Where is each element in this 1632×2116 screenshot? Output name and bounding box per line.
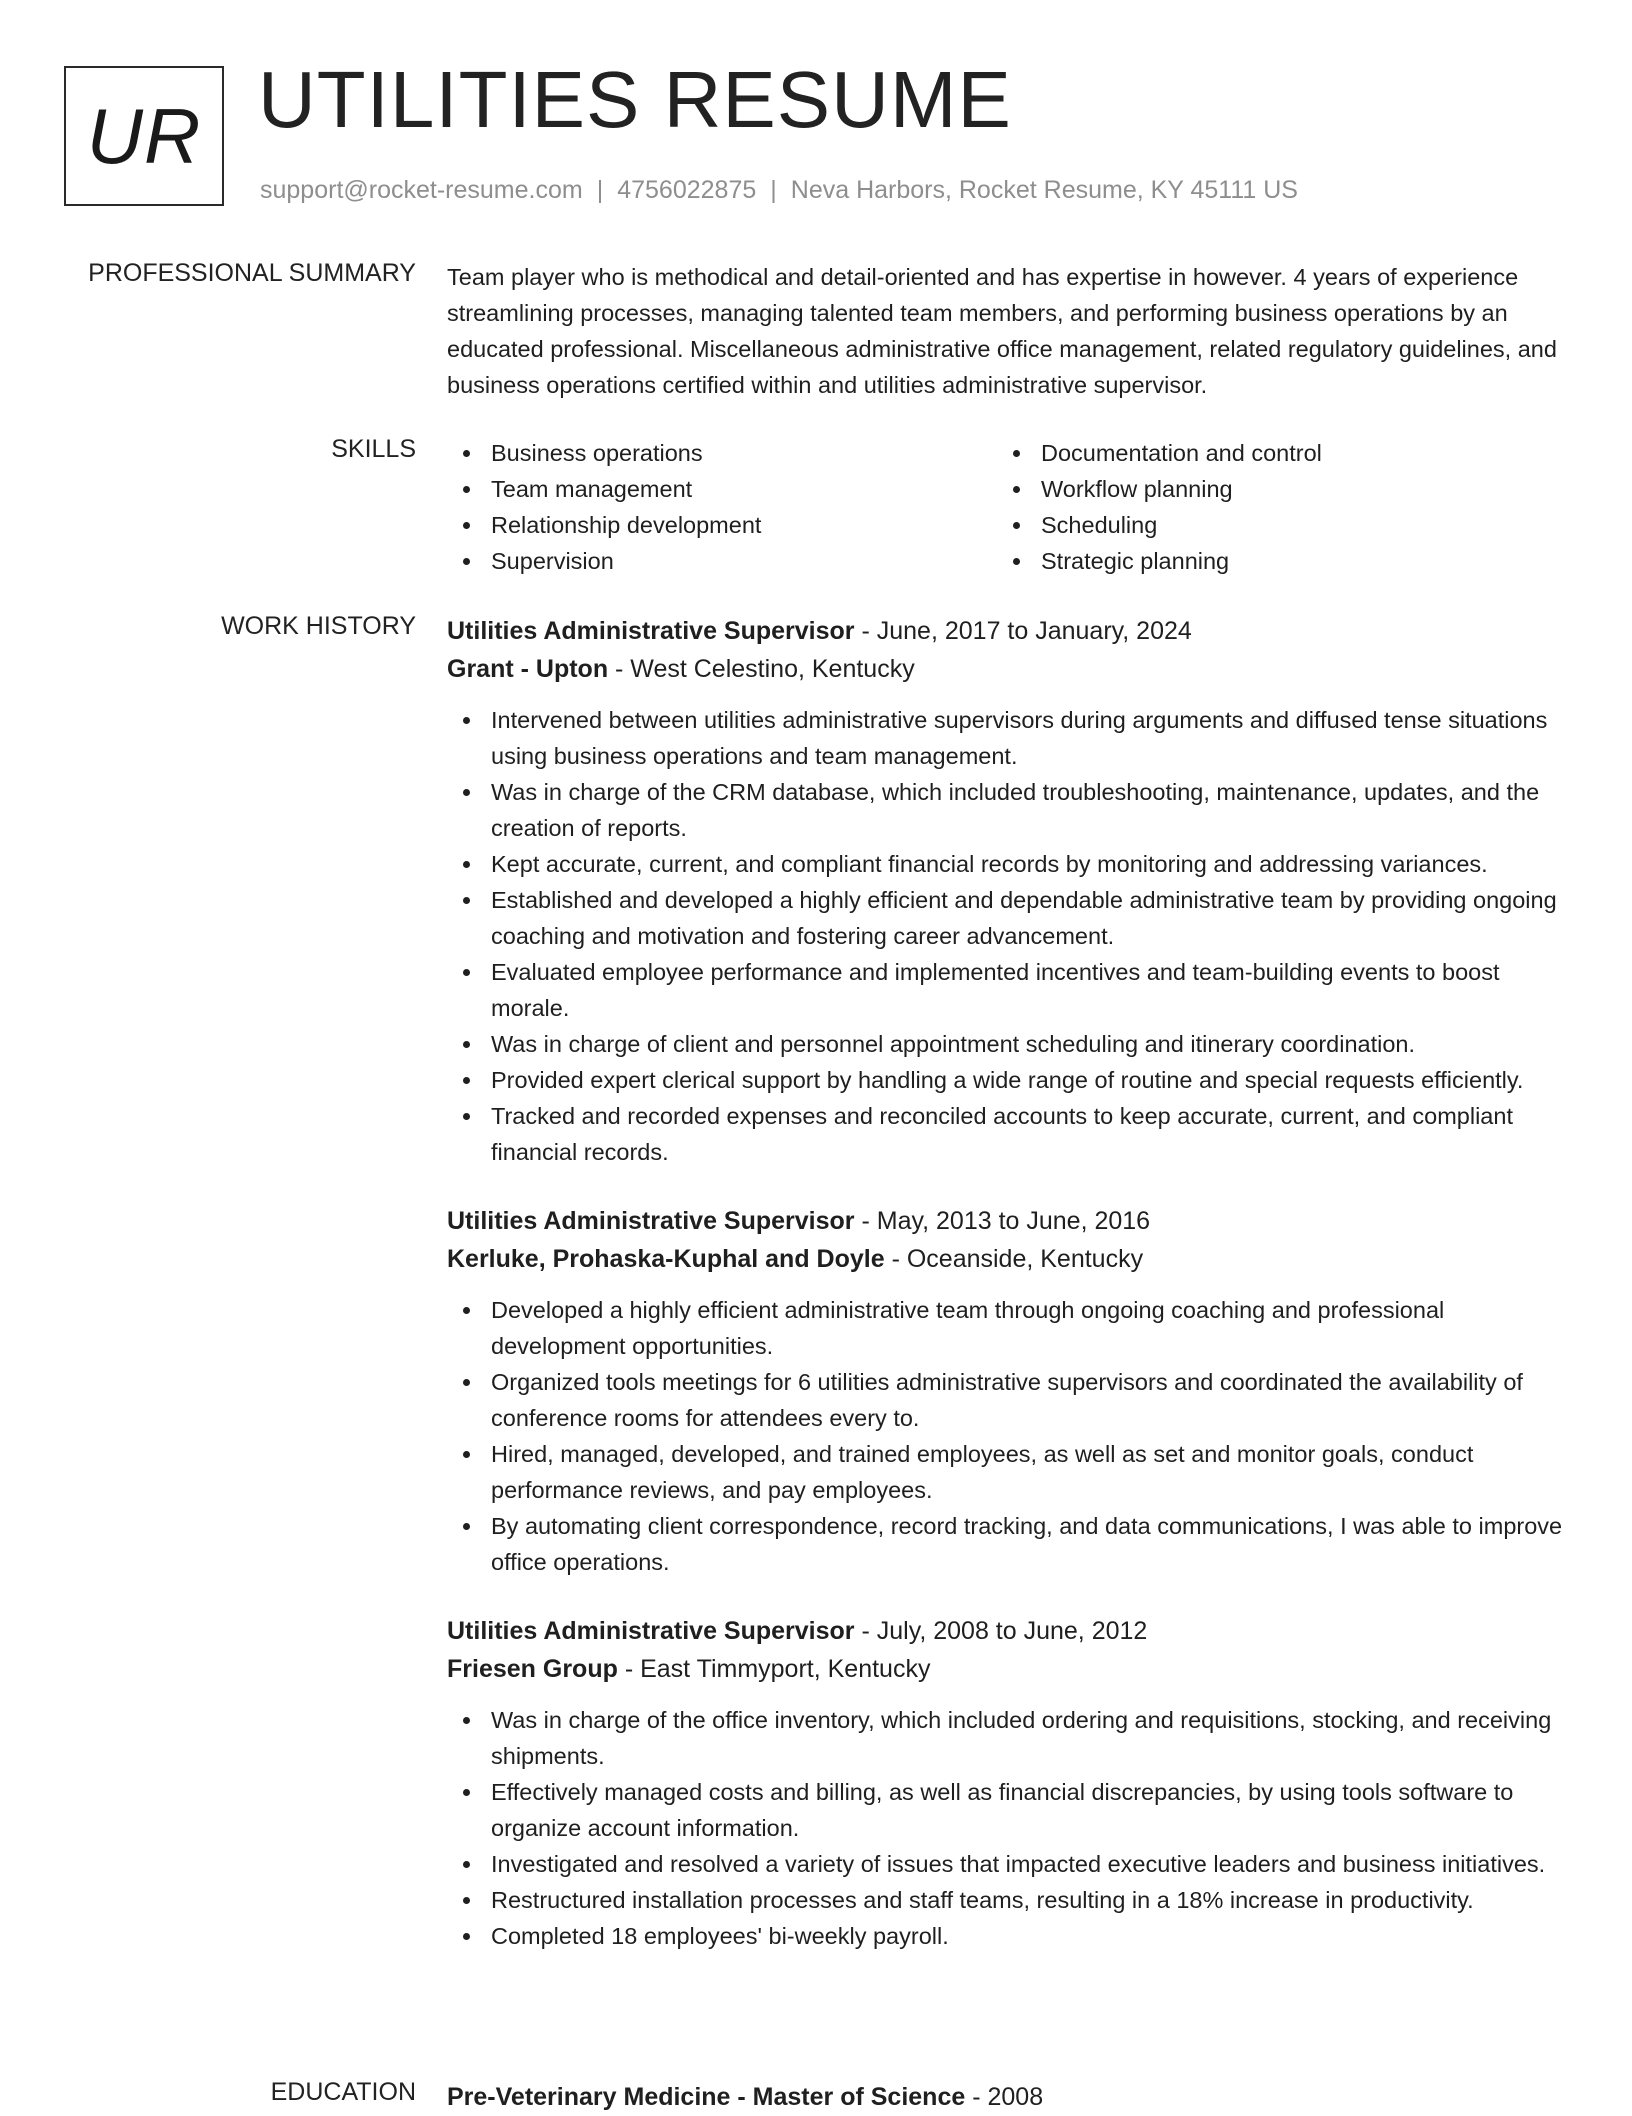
job-title: Utilities Administrative Supervisor	[447, 617, 855, 645]
job-company: Kerluke, Prohaska-Kuphal and Doyle	[447, 1245, 885, 1273]
section-label-summary: PROFESSIONAL SUMMARY	[88, 259, 416, 287]
summary-text: Team player who is methodical and detail-oriented and has expertise in however. 4 years of experience streamlining processes, managing talented team members, and performing business operations by an educated professional. Miscellaneous administrative office management, related regulatory guidelines, and business operations certified within and utilities administrative supervisor.	[447, 264, 1557, 398]
job-bullet: Was in charge of the CRM database, which included troubleshooting, maintenance, updates, and the creation of reports.	[447, 774, 1572, 846]
job-bullet: Completed 18 employees' bi-weekly payroll.	[447, 1918, 1572, 1954]
job-bullet: Was in charge of the office inventory, which included ordering and requisitions, stocking, and receiving shipments.	[447, 1702, 1572, 1774]
job-bullet: Hired, managed, developed, and trained employees, as well as set and monitor goals, conduct performance reviews, and pay employees.	[447, 1436, 1572, 1508]
skill-item: Supervision	[447, 543, 997, 579]
education-year: - 2008	[965, 2083, 1044, 2111]
job-bullet: By automating client correspondence, record tracking, and data communications, I was able to improve office operations.	[447, 1508, 1572, 1580]
skills-list-right	[997, 435, 1547, 579]
job-entry	[447, 1612, 1572, 1954]
job-location: - West Celestino, Kentucky	[608, 655, 915, 683]
job-company-line	[447, 1650, 1572, 1688]
work-history-body	[447, 612, 1572, 1986]
job-bullets	[447, 1702, 1572, 1954]
job-bullet: Investigated and resolved a variety of issues that impacted executive leaders and business initiatives.	[447, 1846, 1572, 1882]
job-bullet: Kept accurate, current, and compliant financial records by monitoring and addressing variances.	[447, 846, 1572, 882]
contact-separator: |	[770, 176, 777, 204]
summary-body	[447, 259, 1572, 403]
contact-address: Neva Harbors, Rocket Resume, KY 45111 US	[790, 176, 1298, 204]
job-bullet: Restructured installation processes and staff teams, resulting in a 18% increase in productivity.	[447, 1882, 1572, 1918]
skill-item: Strategic planning	[997, 543, 1547, 579]
job-company-line	[447, 650, 1572, 688]
job-title-line	[447, 1612, 1572, 1650]
job-dates: - June, 2017 to January, 2024	[854, 617, 1192, 645]
resume-name: UTILITIES RESUME	[258, 55, 1012, 144]
job-location: - Oceanside, Kentucky	[884, 1245, 1144, 1273]
job-location: - East Timmyport, Kentucky	[617, 1655, 931, 1683]
monogram-logo: UR	[64, 66, 224, 206]
job-entry	[447, 612, 1572, 1170]
skill-item: Business operations	[447, 435, 997, 471]
section-label-work-history: WORK HISTORY	[221, 612, 416, 640]
job-bullet: Tracked and recorded expenses and reconciled accounts to keep accurate, current, and compliant financial records.	[447, 1098, 1572, 1170]
job-bullet: Intervened between utilities administrative supervisors during arguments and diffused tense situations using business operations and team management.	[447, 702, 1572, 774]
job-company: Friesen Group	[447, 1655, 618, 1683]
job-company: Grant - Upton	[447, 655, 609, 683]
job-bullet: Established and developed a highly efficient and dependable administrative team by providing ongoing coaching and motivation and fostering career advancement.	[447, 882, 1572, 954]
job-bullet: Provided expert clerical support by handling a wide range of routine and special requests efficiently.	[447, 1062, 1572, 1098]
education-line	[447, 2078, 1572, 2116]
job-bullet: Was in charge of client and personnel appointment scheduling and itinerary coordination.	[447, 1026, 1572, 1062]
job-bullets	[447, 1292, 1572, 1580]
skill-item: Team management	[447, 471, 997, 507]
job-bullet: Organized tools meetings for 6 utilities administrative supervisors and coordinated the availability of conference rooms for attendees every to.	[447, 1364, 1572, 1436]
contact-phone[interactable]: 4756022875	[617, 176, 757, 204]
skills-body	[447, 435, 1572, 579]
job-company-line	[447, 1240, 1572, 1278]
job-bullet: Effectively managed costs and billing, as well as financial discrepancies, by using tools software to organize account information.	[447, 1774, 1572, 1846]
job-entry	[447, 1202, 1572, 1580]
contact-line	[260, 176, 1298, 205]
job-dates: - May, 2013 to June, 2016	[854, 1207, 1151, 1235]
education-body	[447, 2078, 1572, 2116]
skill-item: Relationship development	[447, 507, 997, 543]
contact-email[interactable]: support@rocket-resume.com	[260, 176, 583, 204]
contact-separator: |	[596, 176, 604, 204]
education-degree: Pre-Veterinary Medicine - Master of Science	[447, 2083, 966, 2111]
skill-item: Documentation and control	[997, 435, 1547, 471]
job-bullet: Developed a highly efficient administrative team through ongoing coaching and professional development opportunities.	[447, 1292, 1572, 1364]
skills-list-left	[447, 435, 997, 579]
job-title-line	[447, 1202, 1572, 1240]
job-bullets	[447, 702, 1572, 1170]
job-bullet: Evaluated employee performance and implemented incentives and team-building events to boost morale.	[447, 954, 1572, 1026]
section-label-skills: SKILLS	[331, 435, 416, 463]
section-label-education: EDUCATION	[270, 2078, 416, 2106]
skill-item: Scheduling	[997, 507, 1547, 543]
job-dates: - July, 2008 to June, 2012	[854, 1617, 1148, 1645]
job-title-line	[447, 612, 1572, 650]
skill-item: Workflow planning	[997, 471, 1547, 507]
job-title: Utilities Administrative Supervisor	[447, 1207, 855, 1235]
job-title: Utilities Administrative Supervisor	[447, 1617, 855, 1645]
